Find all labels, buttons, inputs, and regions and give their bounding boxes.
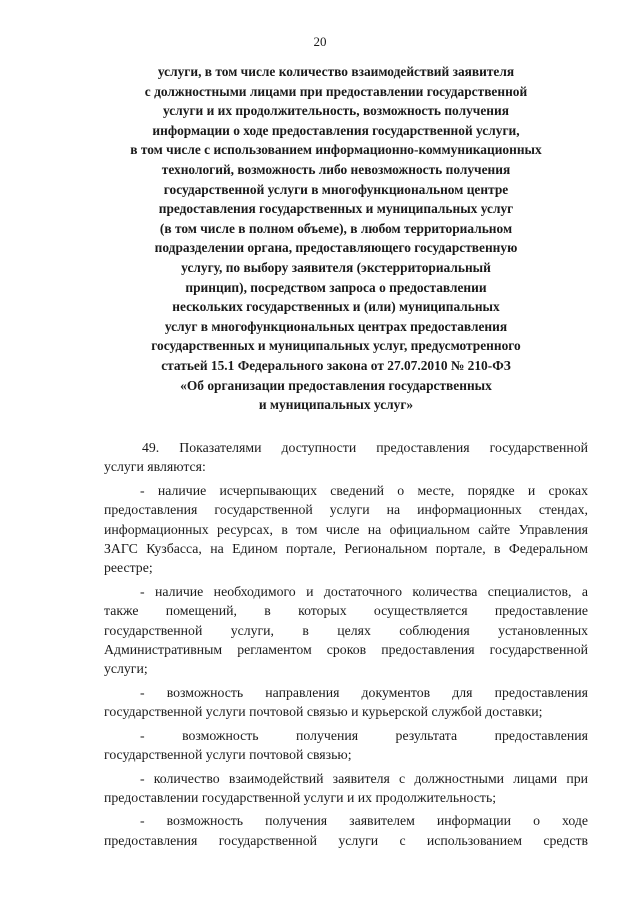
heading-line: принцип), посредством запроса о предоставлении — [185, 279, 487, 295]
heading-line: нескольких государственных и (или) муниципальных — [172, 299, 500, 315]
text-line: - возможность получения результата предоставления — [140, 727, 588, 743]
paragraph-bullet — [104, 769, 588, 808]
heading-line: (в том числе в полном объеме), в любом территориальном — [159, 220, 513, 236]
text-line: - возможность направления документов для предоставления — [140, 684, 588, 700]
heading-line: и муниципальных услуг» — [258, 397, 414, 413]
text-line: реестре; — [104, 560, 153, 576]
text-line: услуги; — [104, 661, 148, 677]
text-line: - наличие исчерпывающих сведений о месте, порядке и сроках — [140, 482, 588, 498]
heading-line: услуги и их продолжительность, возможность получения — [163, 103, 509, 119]
heading-line: информации о ходе предоставления государственной услуги, — [152, 122, 520, 138]
paragraph-bullet — [104, 811, 588, 850]
heading-line: предоставления государственных и муниципальных услуг — [158, 201, 514, 217]
text-line: государственной услуги почтовой связью; — [104, 747, 352, 763]
heading-line: с должностными лицами при предоставлении государственной — [144, 83, 528, 99]
paragraph-bullet — [104, 582, 588, 679]
text-line: - количество взаимодействий заявителя с должностными лицами при — [140, 770, 588, 786]
text-line: ЗАГС Кузбасса, на Едином портале, Региональном портале, в Федеральном — [104, 541, 588, 557]
paragraph-bullet — [104, 726, 588, 765]
heading-line: государственных и муниципальных услуг, предусмотренного — [151, 338, 521, 354]
heading-line: государственной услуги в многофункциональном центре — [163, 181, 509, 197]
text-line: предоставления государственной услуги с использованием средств — [104, 832, 588, 848]
text-line: государственной услуги почтовой связью и курьерской службой доставки; — [104, 704, 543, 720]
heading-line: услугу, по выбору заявителя (экстерриториальный — [181, 259, 491, 275]
paragraph-bullet — [104, 683, 588, 722]
text-line: также помещений, в которых осуществляется предоставление — [104, 603, 588, 619]
page-number: 20 — [313, 34, 327, 49]
heading-line: услуги, в том числе количество взаимодействий заявителя — [157, 64, 515, 79]
paragraph-item-49 — [104, 438, 588, 477]
text-line: предоставления государственной услуги на информационных стендах, — [104, 502, 588, 518]
heading-line: «Об организации предоставления государственных — [180, 377, 492, 393]
heading-line: услуг в многофункциональных центрах предоставления — [164, 318, 508, 334]
text-line: Административным регламентом сроков предоставления государственной — [104, 642, 588, 658]
body-text — [104, 438, 588, 854]
heading-line: статьей 15.1 Федерального закона от 27.07.2010 № 210-ФЗ — [161, 357, 511, 373]
text-line: информационных ресурсах, в том числе на официальном сайте Управления — [104, 521, 588, 537]
text-line: - наличие необходимого и достаточного количества специалистов, а — [140, 583, 588, 599]
paragraph-bullet — [104, 481, 588, 578]
heading-line: подразделении органа, предоставляющего государственную — [154, 240, 518, 256]
text-line: 49. Показателями доступности предоставления государственной — [142, 440, 588, 455]
heading-line: технологий, возможность либо невозможность получения — [161, 161, 511, 177]
text-line: государственной услуги, в целях соблюдения установленных — [104, 622, 588, 638]
text-line: услуги являются: — [104, 459, 206, 475]
section-heading — [96, 62, 576, 415]
text-line: предоставлении государственной услуги и их продолжительность; — [104, 789, 497, 805]
text-line: - возможность получения заявителем информации о ходе — [140, 813, 588, 829]
heading-line: в том числе с использованием информационно-коммуникационных — [130, 142, 542, 158]
